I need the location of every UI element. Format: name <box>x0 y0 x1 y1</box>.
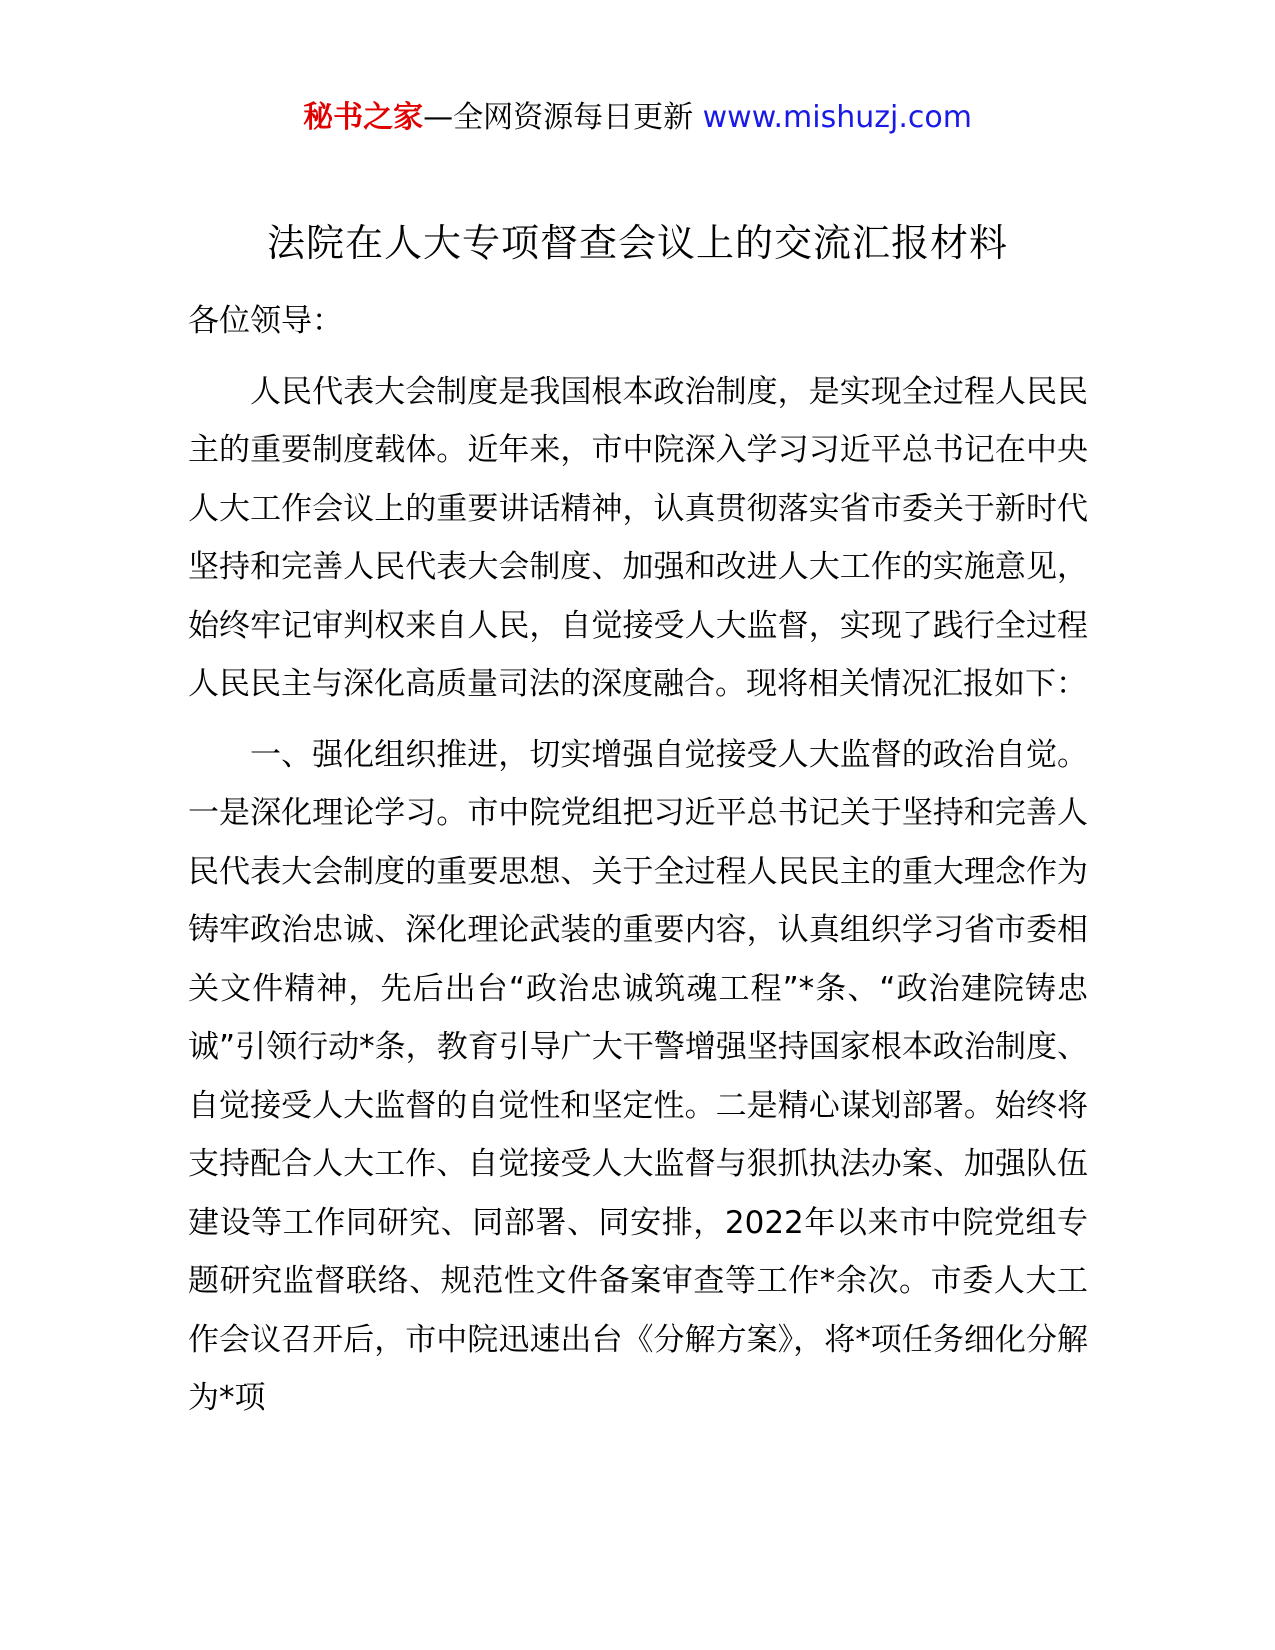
paragraph-section-one: 一、强化组织推进，切实增强自觉接受人大监督的政治自觉。一是深化理论学习。市中院党组把习近平总书记关于坚持和完善人民代表大会制度的重要思想、关于全过程人民民主的重大理念作为铸牢政治忠诚、深化理论武装的重要内容，认真组织学习省市委相关文件精神，先后出台“政治忠诚筑魂工程”*条、“政治建院铸忠诚”引领行动*条，教育引导广大干警增强坚持国家根本政治制度、自觉接受人大监督的自觉性和坚定性。二是精心谋划部署。始终将支持配合人大工作、自觉接受人大监督与狠抓执法办案、加强队伍建设等工作同研究、同部署、同安排，2022年以来市中院党组专题研究监督联络、规范性文件备案审查等工作*余次。市委人大工作会议召开后，市中院迅速出台《分解方案》，将*项任务细化分解为*项 <box>188 736 1088 1416</box>
site-url-link[interactable]: www.mishuzj.com <box>702 100 972 135</box>
banner-tagline: —全网资源每日更新 <box>423 100 694 135</box>
paragraph-intro: 人民代表大会制度是我国根本政治制度，是实现全过程人民民主的重要制度载体。近年来，市中院深入学习习近平总书记在中央人大工作会议上的重要讲话精神，认真贯彻落实省市委关于新时代坚持和完善人民代表大会制度、加强和改进人大工作的实施意见，始终牢记审判权来自人民，自觉接受人大监督，实现了践行全过程人民民主与深化高质量司法的深度融合。现将相关情况汇报如下： <box>188 373 1088 702</box>
salutation: 各位领导： <box>188 303 343 339</box>
site-banner <box>0 96 1275 140</box>
brand-name: 秘书之家 <box>303 100 424 135</box>
document-body <box>188 292 1088 1428</box>
document-title: 法院在人大专项督查会议上的交流汇报材料 <box>266 221 1008 265</box>
